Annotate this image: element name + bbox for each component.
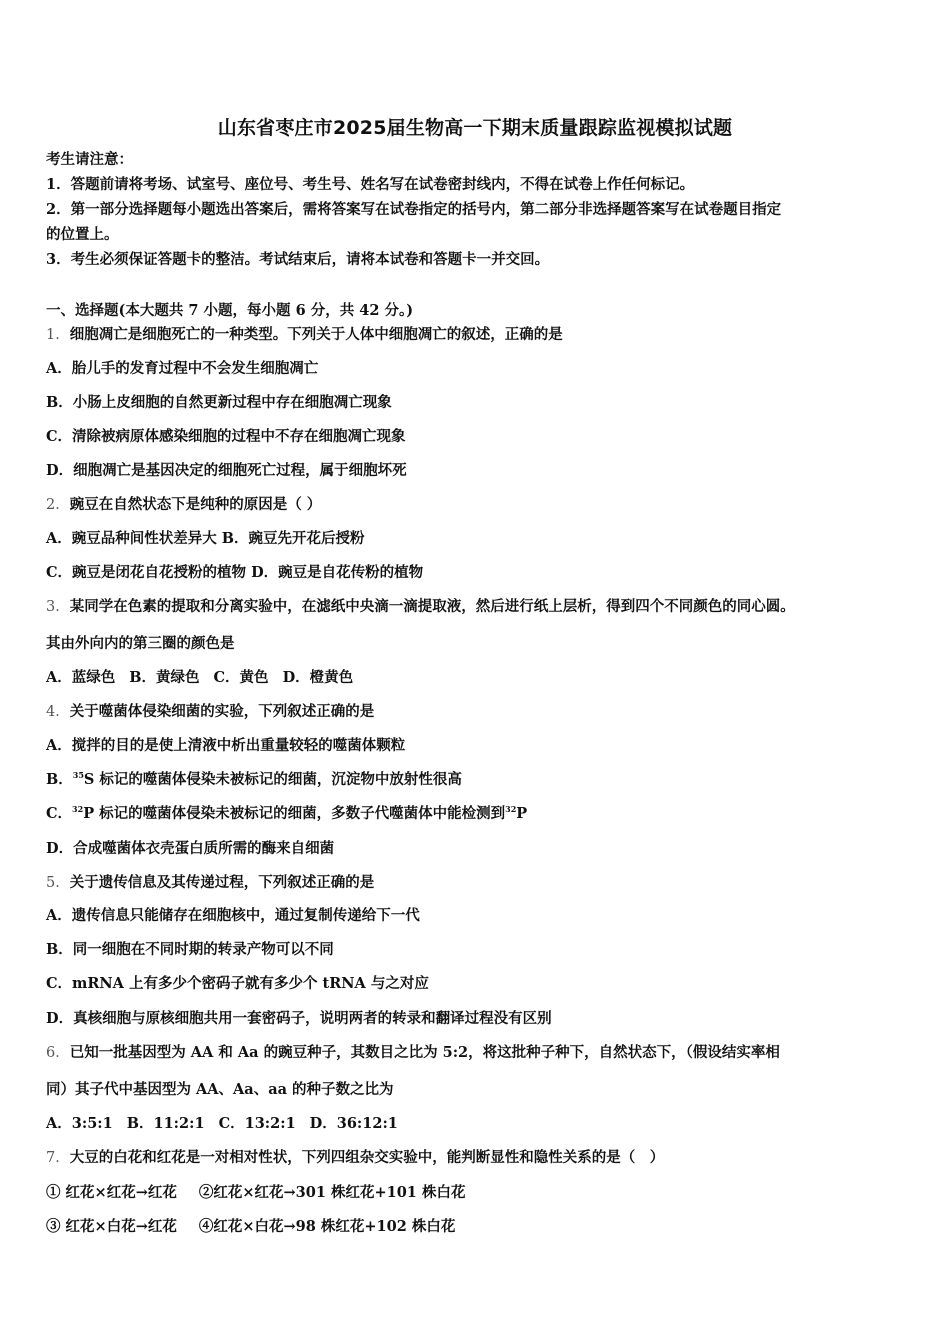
question-2-stem: [46, 495, 321, 515]
question-text: 某同学在色素的提取和分离实验中，在滤纸中央滴一滴提取液，然后进行纸上层析，得到四个不同颜色的同心圆。: [69, 598, 795, 615]
question-text: 关于噬菌体侵染细菌的实验，下列叙述正确的是: [69, 703, 375, 720]
option-label: B．: [46, 771, 73, 788]
question-1-option-d: D．细胞凋亡是基因决定的细胞死亡过程，属于细胞坏死: [46, 462, 407, 479]
question-1-stem: [46, 325, 563, 345]
question-text: 大豆的白花和红花是一对相对性状，下列四组杂交实验中，能判断显性和隐性关系的是（ ）: [69, 1149, 665, 1166]
notice-item-2-cont: 的位置上。: [46, 226, 119, 243]
option-c: C．13:2:1: [218, 1115, 296, 1132]
section-heading: 一、选择题(本大题共 7 小题，每小题 6 分，共 42 分。): [46, 302, 414, 319]
question-1-option-c: C．清除被病原体感染细胞的过程中不存在细胞凋亡现象: [46, 428, 406, 445]
question-5-stem: [46, 873, 374, 893]
notice-item-3: 3．考生必须保证答题卡的整洁。考试结束后，请将本试卷和答题卡一并交回。: [46, 251, 550, 268]
question-number: 6．: [46, 1045, 70, 1061]
question-7-stem: [46, 1148, 664, 1168]
question-text: 关于遗传信息及其传递过程，下列叙述正确的是: [69, 874, 375, 891]
notice-heading: 考生请注意：: [46, 151, 133, 168]
isotope-mass-number: 32: [505, 804, 517, 815]
question-6-stem: [46, 1043, 780, 1063]
page-title: 山东省枣庄市2025届生物高一下期末质量跟踪监视模拟试题: [217, 117, 733, 139]
option-d: D．36:12:1: [309, 1115, 398, 1132]
option-a: A．蓝绿色: [46, 669, 116, 686]
cross-2: ②红花×红花→301 株红花+101 株白花: [198, 1184, 466, 1201]
question-number: 7．: [46, 1150, 70, 1166]
question-4-option-a: A．搅拌的目的是使上清液中析出重量较轻的噬菌体颗粒: [46, 737, 406, 754]
option-c: C．黄色: [213, 669, 269, 686]
option-label: C．: [46, 805, 73, 822]
question-7-crosses-1-2: [46, 1183, 465, 1203]
question-number: 3．: [46, 599, 70, 615]
isotope-mass-number: 32: [72, 804, 84, 815]
question-6-stem-cont: 同）其子代中基因型为 AA、Aa、aa 的种子数之比为: [46, 1081, 394, 1098]
option-b: B．黄绿色: [129, 669, 200, 686]
notice-item-2: 2．第一部分选择题每小题选出答案后，需将答案写在试卷指定的括号内，第二部分非选择题答案写在试卷题目指定: [46, 201, 782, 218]
question-4-option-c: [46, 804, 527, 824]
question-number: 1．: [46, 327, 70, 343]
notice-item-1: 1．答题前请将考场、试室号、座位号、考生号、姓名写在试卷密封线内，不得在试卷上作任何标记。: [46, 176, 695, 193]
question-3-stem-cont: 其由外向内的第三圈的颜色是: [46, 635, 235, 652]
question-7-crosses-3-4: [46, 1217, 455, 1237]
question-2-options-cd: C．豌豆是闭花自花授粉的植物 D．豌豆是自花传粉的植物: [46, 564, 424, 581]
option-text: S 标记的噬菌体侵染未被标记的细菌，沉淀物中放射性很高: [83, 771, 462, 788]
option-text-end: P: [516, 805, 528, 822]
question-number: 5．: [46, 875, 70, 891]
question-5-option-d: D．真核细胞与原核细胞共用一套密码子，说明两者的转录和翻译过程没有区别: [46, 1010, 552, 1027]
question-number: 4．: [46, 704, 70, 720]
question-5-option-b: B．同一细胞在不同时期的转录产物可以不同: [46, 941, 334, 958]
isotope-mass-number: 35: [72, 770, 84, 781]
cross-3: ③ 红花×白花→红花: [46, 1218, 177, 1235]
option-a: A．3:5:1: [46, 1115, 113, 1132]
question-text: 已知一批基因型为 AA 和 Aa 的豌豆种子，其数目之比为 5:2，将这批种子种下，自然状态下，（假设结实率相: [69, 1044, 780, 1061]
question-4-option-d: D．合成噬菌体衣壳蛋白质所需的酶来自细菌: [46, 840, 335, 857]
question-1-option-a: A．胎儿手的发育过程中不会发生细胞凋亡: [46, 360, 319, 377]
question-3-stem: [46, 597, 795, 617]
question-text: 豌豆在自然状态下是纯种的原因是（ ）: [69, 496, 322, 513]
option-b: B．11:2:1: [126, 1115, 205, 1132]
option-text: P 标记的噬菌体侵染未被标记的细菌，多数子代噬菌体中能检测到: [83, 805, 506, 822]
question-2-options-ab: A．豌豆品种间性状差异大 B．豌豆先开花后授粉: [46, 530, 365, 547]
cross-1: ① 红花×红花→红花: [46, 1184, 177, 1201]
question-number: 2．: [46, 497, 70, 513]
question-5-option-a: A．遗传信息只能储存在细胞核中，通过复制传递给下一代: [46, 907, 420, 924]
question-4-option-b: [46, 770, 462, 790]
question-text: 细胞凋亡是细胞死亡的一种类型。下列关于人体中细胞凋亡的叙述，正确的是: [69, 326, 563, 343]
question-6-options: [46, 1114, 398, 1134]
option-d: D．橙黄色: [282, 669, 354, 686]
question-4-stem: [46, 702, 374, 722]
question-3-options: [46, 668, 353, 688]
cross-4: ④红花×白花→98 株红花+102 株白花: [198, 1218, 456, 1235]
question-5-option-c: C．mRNA 上有多少个密码子就有多少个 tRNA 与之对应: [46, 975, 429, 992]
question-1-option-b: B．小肠上皮细胞的自然更新过程中存在细胞凋亡现象: [46, 394, 392, 411]
